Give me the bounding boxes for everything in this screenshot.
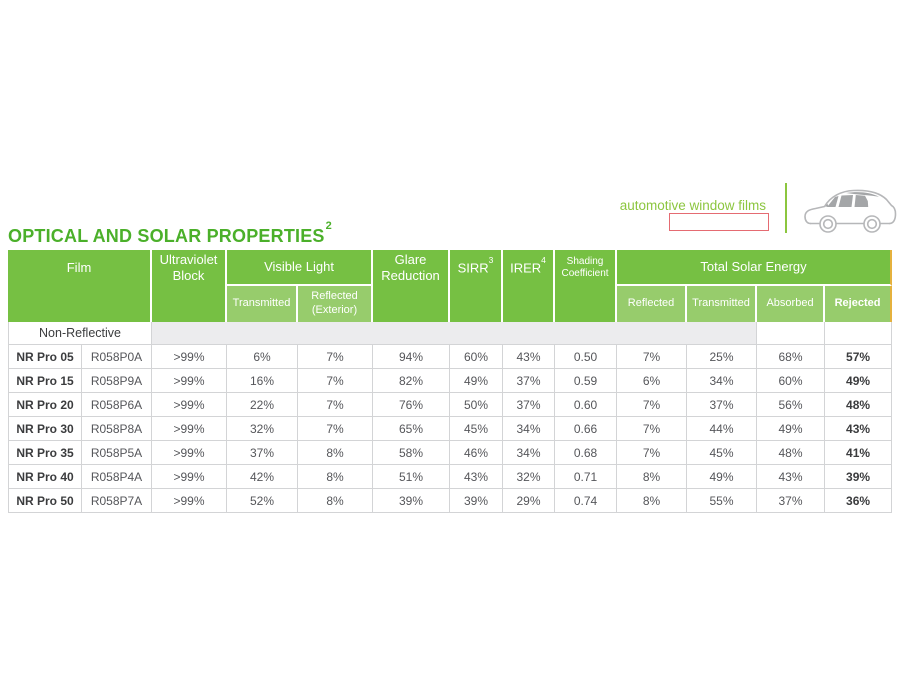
table-row [8,417,892,441]
section-fill [152,322,757,345]
tse-transmitted-cell: 37% [687,393,757,417]
tse-rejected-cell: 48% [825,393,892,417]
page-title-text: OPTICAL AND SOLAR PROPERTIES [8,226,325,246]
glare-reduction-cell: 65% [373,417,450,441]
vl-reflected-cell: 7% [298,417,373,441]
table-row [8,393,892,417]
section-row [8,322,892,345]
tse-absorbed-cell: 48% [757,441,825,465]
film-code-cell: R058P6A [82,393,152,417]
table-row [8,369,892,393]
irer-label: IRER [510,260,542,276]
header-shading-coefficient: Shading Coefficient [555,250,617,322]
film-code-cell: R058P8A [82,417,152,441]
shading-coefficient-cell: 0.50 [555,345,617,369]
glare-reduction-cell: 58% [373,441,450,465]
vl-transmitted-cell: 22% [227,393,298,417]
header-tse-absorbed: Absorbed [757,286,825,322]
section-label: Non-Reflective [8,322,152,345]
header-tse-reflected: Reflected [617,286,687,322]
film-code-cell: R058P0A [82,345,152,369]
uv-block-cell: >99% [152,489,227,513]
sirr-cell: 50% [450,393,503,417]
header-uv-block: Ultraviolet Block [152,250,227,322]
section-empty-cell [825,322,892,345]
film-code-cell: R058P9A [82,369,152,393]
brand-tagline: automotive window films [619,198,766,213]
tse-absorbed-cell: 43% [757,465,825,489]
sirr-cell: 45% [450,417,503,441]
film-name-cell: NR Pro 35 [8,441,82,465]
vl-transmitted-cell: 52% [227,489,298,513]
irer-cell: 43% [503,345,555,369]
irer-cell: 37% [503,393,555,417]
section-empty-cell [757,322,825,345]
shading-coefficient-cell: 0.59 [555,369,617,393]
shading-coefficient-cell: 0.68 [555,441,617,465]
film-name-cell: NR Pro 20 [8,393,82,417]
sirr-cell: 49% [450,369,503,393]
vl-reflected-cell: 8% [298,441,373,465]
glare-reduction-cell: 82% [373,369,450,393]
tse-rejected-cell: 39% [825,465,892,489]
header-total-solar-energy: Total Solar Energy [617,250,892,286]
header-sirr [450,250,503,322]
shading-coefficient-cell: 0.66 [555,417,617,441]
vl-reflected-cell: 7% [298,393,373,417]
sirr-cell: 60% [450,345,503,369]
header-tse-transmitted: Transmitted [687,286,757,322]
irer-cell: 29% [503,489,555,513]
tse-absorbed-cell: 49% [757,417,825,441]
tse-reflected-cell: 6% [617,369,687,393]
uv-block-cell: >99% [152,465,227,489]
table-body [8,322,892,513]
header-film: Film [8,250,152,322]
tse-rejected-cell: 41% [825,441,892,465]
uv-block-cell: >99% [152,369,227,393]
sirr-superscript: 3 [488,255,494,266]
tse-absorbed-cell: 68% [757,345,825,369]
tse-transmitted-cell: 25% [687,345,757,369]
vl-reflected-cell: 7% [298,369,373,393]
uv-block-cell: >99% [152,393,227,417]
properties-table [8,250,892,513]
irer-cell: 34% [503,417,555,441]
tse-transmitted-cell: 55% [687,489,757,513]
tse-rejected-cell: 57% [825,345,892,369]
page-title [8,220,332,247]
header-vl-reflected: Reflected (Exterior) [298,286,373,322]
film-code-cell: R058P5A [82,441,152,465]
glare-reduction-cell: 39% [373,489,450,513]
uv-block-cell: >99% [152,345,227,369]
tse-transmitted-cell: 45% [687,441,757,465]
tse-absorbed-cell: 37% [757,489,825,513]
film-name-cell: NR Pro 15 [8,369,82,393]
tse-reflected-cell: 7% [617,441,687,465]
film-code-cell: R058P4A [82,465,152,489]
tse-absorbed-cell: 60% [757,369,825,393]
vl-reflected-cell: 7% [298,345,373,369]
table-row [8,465,892,489]
irer-superscript: 4 [541,255,546,266]
film-name-cell: NR Pro 50 [8,489,82,513]
table-row [8,441,892,465]
table-row [8,345,892,369]
vl-reflected-cell: 8% [298,465,373,489]
tse-transmitted-cell: 49% [687,465,757,489]
tse-reflected-cell: 7% [617,345,687,369]
sirr-cell: 43% [450,465,503,489]
brand-divider [785,183,787,233]
header-irer [503,250,555,322]
logo-redaction-box [669,213,769,231]
film-name-cell: NR Pro 40 [8,465,82,489]
sirr-cell: 39% [450,489,503,513]
irer-cell: 34% [503,441,555,465]
sirr-cell: 46% [450,441,503,465]
tse-reflected-cell: 7% [617,417,687,441]
tse-reflected-cell: 8% [617,465,687,489]
tse-rejected-cell: 43% [825,417,892,441]
title-superscript: 2 [325,220,332,232]
tse-transmitted-cell: 34% [687,369,757,393]
header-glare-reduction: Glare Reduction [373,250,450,322]
uv-block-cell: >99% [152,441,227,465]
shading-coefficient-cell: 0.60 [555,393,617,417]
header-row-main [8,250,892,286]
vl-transmitted-cell: 16% [227,369,298,393]
irer-cell: 32% [503,465,555,489]
film-name-cell: NR Pro 05 [8,345,82,369]
table-row [8,489,892,513]
irer-cell: 37% [503,369,555,393]
vl-reflected-cell: 8% [298,489,373,513]
vl-transmitted-cell: 6% [227,345,298,369]
shading-coefficient-cell: 0.71 [555,465,617,489]
vl-transmitted-cell: 32% [227,417,298,441]
car-icon [802,183,898,235]
vl-transmitted-cell: 37% [227,441,298,465]
glare-reduction-cell: 76% [373,393,450,417]
sirr-label: SIRR [457,260,489,276]
header-visible-light: Visible Light [227,250,373,286]
film-code-cell: R058P7A [82,489,152,513]
tse-rejected-cell: 36% [825,489,892,513]
uv-block-cell: >99% [152,417,227,441]
tse-rejected-cell: 49% [825,369,892,393]
tse-absorbed-cell: 56% [757,393,825,417]
tse-reflected-cell: 8% [617,489,687,513]
header-vl-transmitted: Transmitted [227,286,298,322]
glare-reduction-cell: 51% [373,465,450,489]
film-name-cell: NR Pro 30 [8,417,82,441]
header-tse-rejected: Rejected [825,286,892,322]
glare-reduction-cell: 94% [373,345,450,369]
tse-reflected-cell: 7% [617,393,687,417]
shading-coefficient-cell: 0.74 [555,489,617,513]
tse-transmitted-cell: 44% [687,417,757,441]
vl-transmitted-cell: 42% [227,465,298,489]
